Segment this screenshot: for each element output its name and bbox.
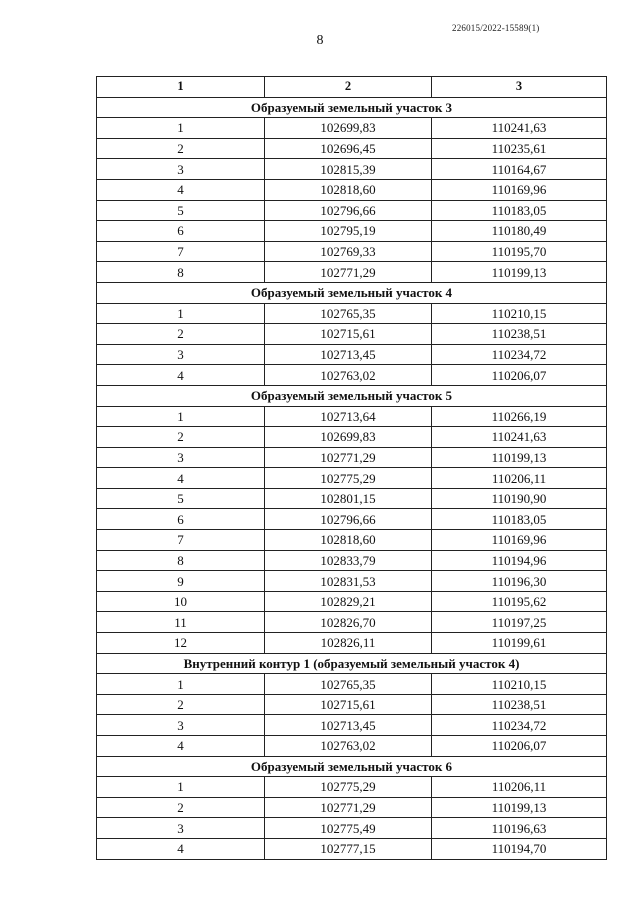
y-coordinate-cell: 110199,13 (432, 797, 607, 818)
section-title: Образуемый земельный участок 3 (97, 97, 607, 118)
point-number-cell: 2 (97, 694, 265, 715)
x-coordinate-cell: 102775,29 (265, 468, 432, 489)
point-number-cell: 6 (97, 509, 265, 530)
y-coordinate-cell: 110206,07 (432, 365, 607, 386)
point-number-cell: 9 (97, 571, 265, 592)
y-coordinate-cell: 110210,15 (432, 674, 607, 695)
x-coordinate-cell: 102713,45 (265, 715, 432, 736)
x-coordinate-cell: 102713,64 (265, 406, 432, 427)
y-coordinate-cell: 110195,70 (432, 241, 607, 262)
y-coordinate-cell: 110206,07 (432, 736, 607, 757)
x-coordinate-cell: 102699,83 (265, 118, 432, 139)
x-coordinate-cell: 102829,21 (265, 591, 432, 612)
point-number-cell: 4 (97, 468, 265, 489)
y-coordinate-cell: 110169,96 (432, 179, 607, 200)
table-row (97, 179, 607, 200)
x-coordinate-cell: 102771,29 (265, 447, 432, 468)
section-title: Внутренний контур 1 (образуемый земельный участок 4) (97, 653, 607, 674)
y-coordinate-cell: 110164,67 (432, 159, 607, 180)
table-row (97, 550, 607, 571)
table-row (97, 571, 607, 592)
point-number-cell: 3 (97, 159, 265, 180)
point-number-cell: 2 (97, 427, 265, 448)
point-number-cell: 4 (97, 838, 265, 859)
y-coordinate-cell: 110195,62 (432, 591, 607, 612)
page-number: 8 (316, 33, 324, 48)
y-coordinate-cell: 110183,05 (432, 200, 607, 221)
table-row (97, 427, 607, 448)
y-coordinate-cell: 110183,05 (432, 509, 607, 530)
x-coordinate-cell: 102765,35 (265, 674, 432, 695)
y-coordinate-cell: 110199,13 (432, 262, 607, 283)
point-number-cell: 4 (97, 736, 265, 757)
x-coordinate-cell: 102777,15 (265, 838, 432, 859)
y-coordinate-cell: 110238,51 (432, 694, 607, 715)
x-coordinate-cell: 102775,29 (265, 777, 432, 798)
point-number-cell: 1 (97, 406, 265, 427)
section-title-row (97, 385, 607, 406)
x-coordinate-cell: 102771,29 (265, 262, 432, 283)
point-number-cell: 1 (97, 118, 265, 139)
point-number-cell: 3 (97, 447, 265, 468)
point-number-cell: 1 (97, 674, 265, 695)
y-coordinate-cell: 110206,11 (432, 777, 607, 798)
table-row (97, 200, 607, 221)
x-coordinate-cell: 102713,45 (265, 344, 432, 365)
section-title-row (97, 756, 607, 777)
table-row (97, 406, 607, 427)
point-number-cell: 5 (97, 488, 265, 509)
x-coordinate-cell: 102833,79 (265, 550, 432, 571)
table-row (97, 509, 607, 530)
x-coordinate-cell: 102796,66 (265, 200, 432, 221)
x-coordinate-cell: 102775,49 (265, 818, 432, 839)
x-coordinate-cell: 102769,33 (265, 241, 432, 262)
x-coordinate-cell: 102699,83 (265, 427, 432, 448)
table-row (97, 324, 607, 345)
x-coordinate-cell: 102763,02 (265, 365, 432, 386)
section-title-row (97, 97, 607, 118)
table-row (97, 818, 607, 839)
table-row (97, 591, 607, 612)
point-number-cell: 4 (97, 365, 265, 386)
x-coordinate-cell: 102818,60 (265, 530, 432, 551)
table-row (97, 612, 607, 633)
x-coordinate-cell: 102696,45 (265, 138, 432, 159)
table-row (97, 262, 607, 283)
y-coordinate-cell: 110169,96 (432, 530, 607, 551)
section-title: Образуемый земельный участок 4 (97, 282, 607, 303)
y-coordinate-cell: 110197,25 (432, 612, 607, 633)
point-number-cell: 11 (97, 612, 265, 633)
point-number-cell: 2 (97, 797, 265, 818)
x-coordinate-cell: 102771,29 (265, 797, 432, 818)
x-coordinate-cell: 102818,60 (265, 179, 432, 200)
y-coordinate-cell: 110266,19 (432, 406, 607, 427)
point-number-cell: 7 (97, 530, 265, 551)
y-coordinate-cell: 110199,13 (432, 447, 607, 468)
point-number-cell: 3 (97, 818, 265, 839)
x-coordinate-cell: 102763,02 (265, 736, 432, 757)
table-row (97, 118, 607, 139)
y-coordinate-cell: 110194,96 (432, 550, 607, 571)
x-coordinate-cell: 102831,53 (265, 571, 432, 592)
table-row (97, 736, 607, 757)
point-number-cell: 1 (97, 777, 265, 798)
table-row (97, 159, 607, 180)
table-row (97, 488, 607, 509)
point-number-cell: 6 (97, 221, 265, 242)
table-row (97, 365, 607, 386)
table-row (97, 221, 607, 242)
x-coordinate-cell: 102801,15 (265, 488, 432, 509)
y-coordinate-cell: 110241,63 (432, 118, 607, 139)
column-header: 1 (97, 77, 265, 98)
table-row (97, 447, 607, 468)
table-header-row (97, 77, 607, 98)
x-coordinate-cell: 102826,11 (265, 633, 432, 654)
y-coordinate-cell: 110199,61 (432, 633, 607, 654)
y-coordinate-cell: 110241,63 (432, 427, 607, 448)
y-coordinate-cell: 110206,11 (432, 468, 607, 489)
table-row (97, 303, 607, 324)
point-number-cell: 1 (97, 303, 265, 324)
section-title: Образуемый земельный участок 6 (97, 756, 607, 777)
section-title-row (97, 653, 607, 674)
point-number-cell: 8 (97, 262, 265, 283)
point-number-cell: 2 (97, 324, 265, 345)
table-row (97, 138, 607, 159)
coordinates-table-body (97, 77, 607, 860)
y-coordinate-cell: 110234,72 (432, 344, 607, 365)
table-row (97, 797, 607, 818)
point-number-cell: 10 (97, 591, 265, 612)
coordinates-table (96, 76, 607, 860)
point-number-cell: 3 (97, 715, 265, 736)
table-row (97, 715, 607, 736)
y-coordinate-cell: 110190,90 (432, 488, 607, 509)
y-coordinate-cell: 110210,15 (432, 303, 607, 324)
x-coordinate-cell: 102826,70 (265, 612, 432, 633)
y-coordinate-cell: 110194,70 (432, 838, 607, 859)
point-number-cell: 2 (97, 138, 265, 159)
x-coordinate-cell: 102765,35 (265, 303, 432, 324)
point-number-cell: 4 (97, 179, 265, 200)
table-row (97, 633, 607, 654)
table-row (97, 344, 607, 365)
table-row (97, 468, 607, 489)
point-number-cell: 12 (97, 633, 265, 654)
table-row (97, 241, 607, 262)
column-header: 2 (265, 77, 432, 98)
section-title-row (97, 282, 607, 303)
point-number-cell: 3 (97, 344, 265, 365)
point-number-cell: 5 (97, 200, 265, 221)
y-coordinate-cell: 110180,49 (432, 221, 607, 242)
x-coordinate-cell: 102715,61 (265, 324, 432, 345)
x-coordinate-cell: 102715,61 (265, 694, 432, 715)
section-title: Образуемый земельный участок 5 (97, 385, 607, 406)
y-coordinate-cell: 110234,72 (432, 715, 607, 736)
document-id: 226015/2022-15589(1) (452, 23, 540, 33)
table-row (97, 694, 607, 715)
y-coordinate-cell: 110196,30 (432, 571, 607, 592)
x-coordinate-cell: 102795,19 (265, 221, 432, 242)
y-coordinate-cell: 110235,61 (432, 138, 607, 159)
x-coordinate-cell: 102796,66 (265, 509, 432, 530)
y-coordinate-cell: 110238,51 (432, 324, 607, 345)
point-number-cell: 7 (97, 241, 265, 262)
table-row (97, 838, 607, 859)
table-row (97, 777, 607, 798)
column-header: 3 (432, 77, 607, 98)
y-coordinate-cell: 110196,63 (432, 818, 607, 839)
table-row (97, 674, 607, 695)
point-number-cell: 8 (97, 550, 265, 571)
table-row (97, 530, 607, 551)
x-coordinate-cell: 102815,39 (265, 159, 432, 180)
